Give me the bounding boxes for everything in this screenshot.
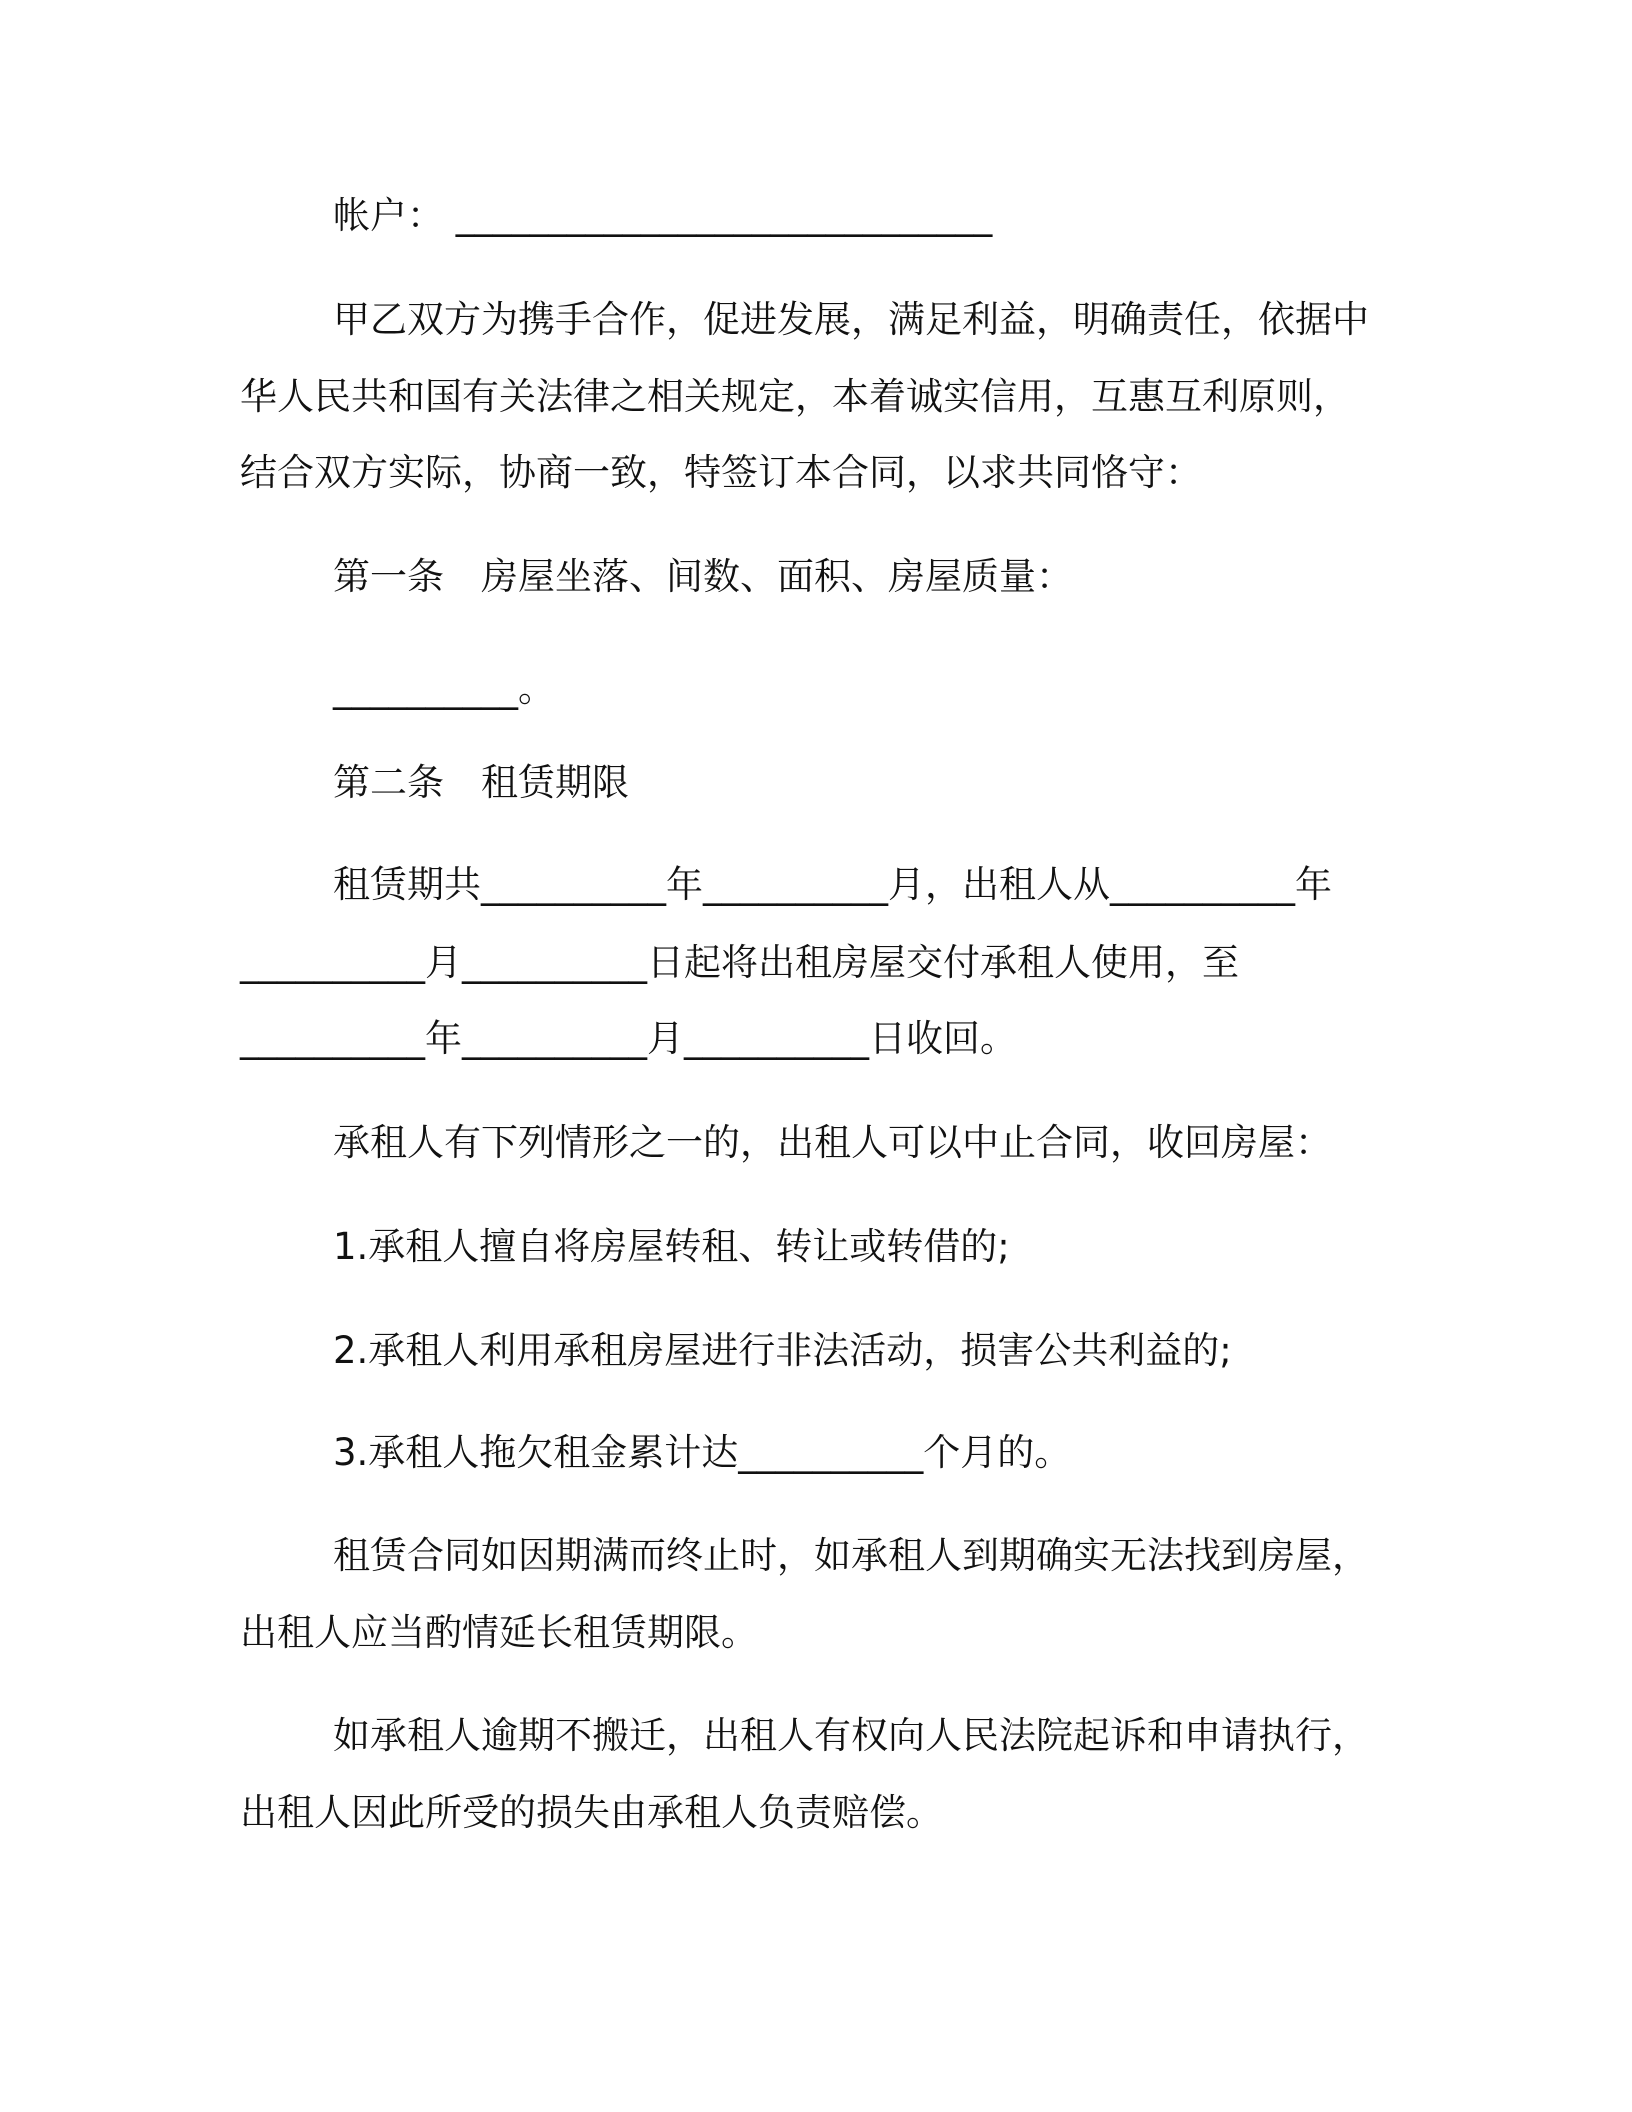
intro-line-3: 结合双方实际，协商一致，特签订本合同，以求共同恪守： (240, 451, 1202, 494)
term-line-1: 租赁期共__________年__________月，出租人从__________年 (333, 863, 1332, 906)
expiry-line-2: 出租人应当酌情延长租赁期限。 (240, 1611, 758, 1654)
termination-item-1: 1.承租人擅自将房屋转租、转让或转借的; (333, 1225, 1010, 1268)
overstay-line-1: 如承租人逾期不搬迁，出租人有权向人民法院起诉和申请执行， (333, 1714, 1369, 1757)
article1-body: __________。 (333, 667, 555, 710)
intro-line-2: 华人民共和国有关法律之相关规定，本着诚实信用，互惠互利原则， (240, 375, 1350, 418)
intro-line-1: 甲乙双方为携手合作，促进发展，满足利益，明确责任，依据中 (333, 298, 1369, 341)
termination-intro: 承租人有下列情形之一的，出租人可以中止合同，收回房屋： (333, 1121, 1332, 1164)
overstay-line-2: 出租人因此所受的损失由承租人负责赔偿。 (240, 1791, 943, 1834)
article2-title: 第二条 租赁期限 (333, 761, 629, 804)
account-blank: _____________________________ (444, 194, 993, 237)
expiry-line-1: 租赁合同如因期满而终止时，如承租人到期确实无法找到房屋， (333, 1534, 1369, 1577)
article1-title: 第一条 房屋坐落、间数、面积、房屋质量： (333, 555, 1073, 598)
account-label: 帐户： (333, 194, 444, 237)
term-line-2: __________月__________日起将出租房屋交付承租人使用，至 (240, 941, 1239, 984)
term-line-3: __________年__________月__________日收回。 (240, 1017, 1017, 1060)
termination-item-2: 2.承租人利用承租房屋进行非法活动，损害公共利益的; (333, 1329, 1232, 1372)
account-line (333, 194, 992, 238)
termination-item-3: 3.承租人拖欠租金累计达__________个月的。 (333, 1431, 1072, 1474)
